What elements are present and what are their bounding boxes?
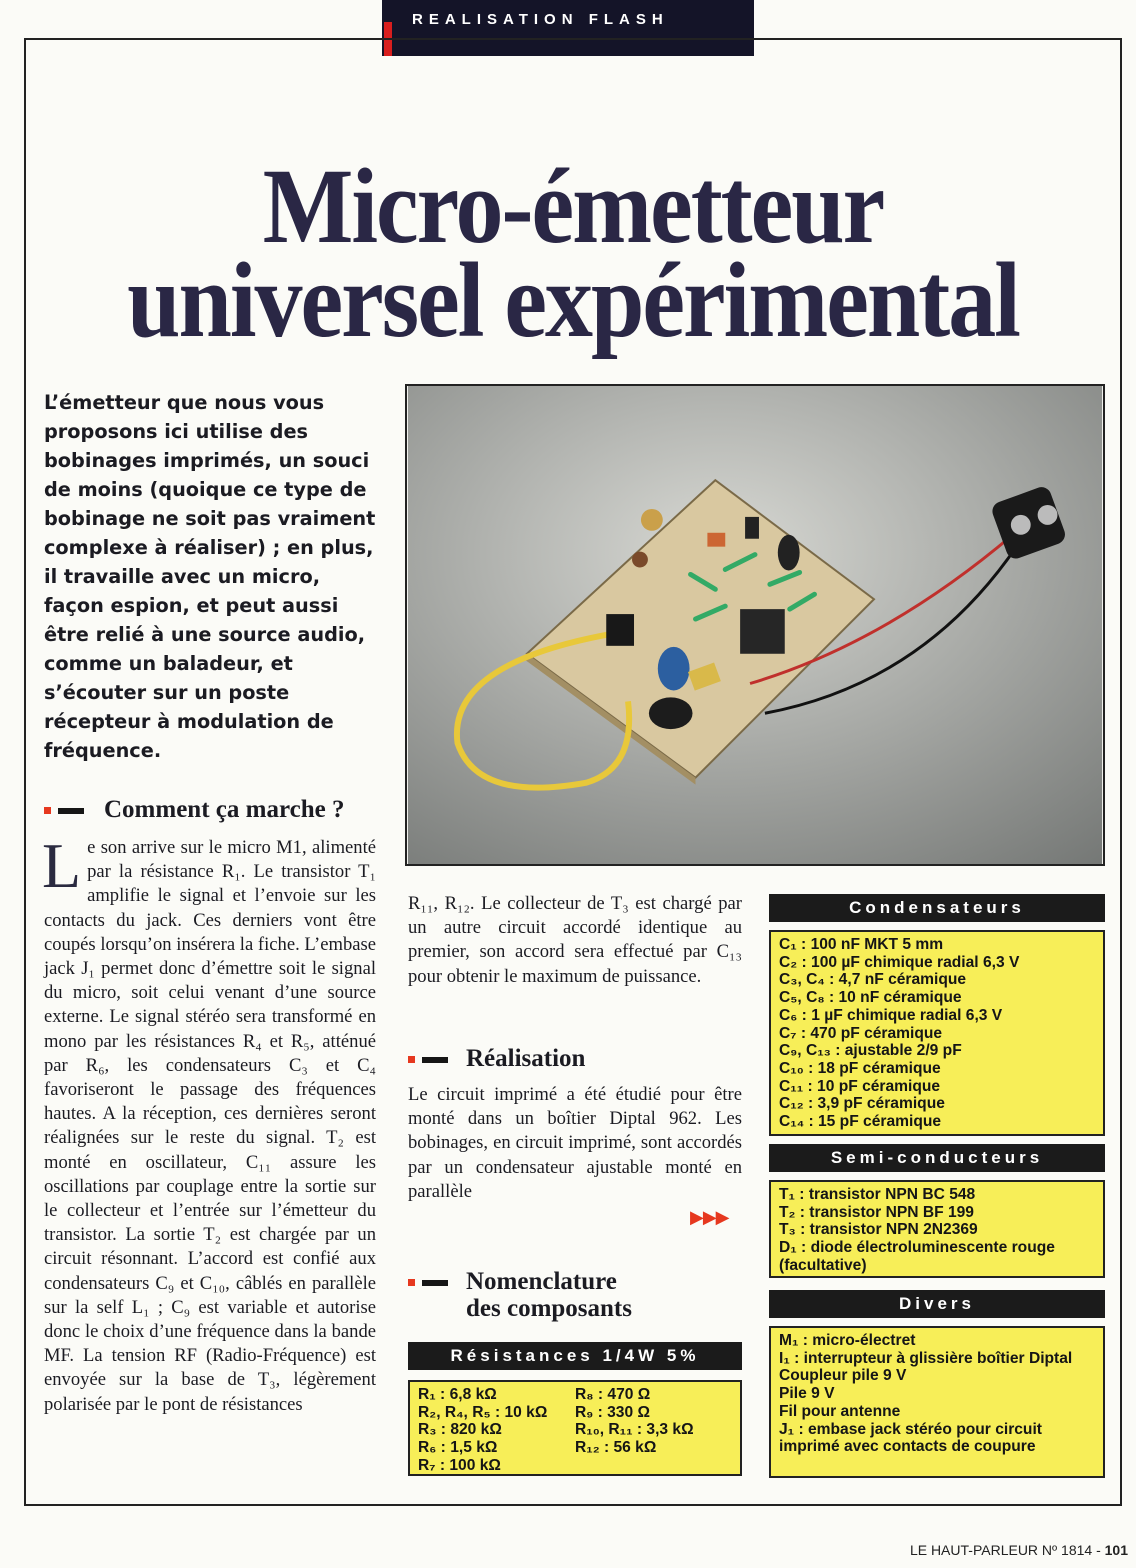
page-footer xyxy=(910,1542,1128,1558)
divers-list xyxy=(769,1326,1105,1478)
resistance-item: R₉ : 330 Ω xyxy=(575,1403,650,1421)
condensateur-item: C₂ : 100 µF chimique radial 6,3 V xyxy=(779,953,1020,971)
heading-comment-ca-marche: Comment ça marche ? xyxy=(44,796,384,823)
resistance-item: R₂, R₄, R₅ : 10 kΩ xyxy=(418,1403,548,1421)
condensateur-item: C₁₄ : 15 pF céramique xyxy=(779,1113,942,1131)
condensateurs-list xyxy=(769,930,1105,1136)
body-paragraph-realisation: Le circuit imprimé a été étudié pour être monté dans un boîtier Diptal 962. Les bobinages, en circuit imprimé, sont accordés par un condensateur ajustable monté en parallèle xyxy=(408,1084,742,1202)
magazine-issue: LE HAUT-PARLEUR Nº 1814 - xyxy=(909,1542,1101,1558)
intro-paragraph: L’émetteur que nous vous proposons ici utilise des bobinages imprimés, un souci de moins (quoique ce type de bobinage ne soit pas vraiment complexe à réaliser) ; en plus, il travaille avec un micro, façon espion, et peut aussi être relié à une source audio, comme un baladeur, et s’écouter sur un poste récepteur à modulation de fréquence. xyxy=(44,391,376,762)
condensateur-item: C₆ : 1 µF chimique radial 6,3 V xyxy=(779,1006,1003,1024)
resistance-item: R₁ : 6,8 kΩ xyxy=(418,1386,497,1403)
body-column-2 xyxy=(408,892,742,989)
divers-item: Pile 9 V xyxy=(779,1385,835,1403)
resistances-header: Résistances 1/4W 5% xyxy=(408,1342,742,1370)
semiconducteurs-list xyxy=(769,1180,1105,1278)
semiconducteur-item: T₁ : transistor NPN BC 548 xyxy=(779,1186,976,1203)
resistance-item: R₆ : 1,5 kΩ xyxy=(418,1439,498,1457)
semiconducteur-item: T₃ : transistor NPN 2N2369 xyxy=(779,1221,978,1239)
resistance-item: R₁₀, R₁₁ : 3,3 kΩ xyxy=(575,1421,694,1439)
continue-arrows: ▶▶▶ xyxy=(690,1207,729,1228)
resistances-list xyxy=(408,1380,742,1476)
semiconducteurs-header: Semi-conducteurs xyxy=(769,1144,1105,1172)
divers-header: Divers xyxy=(769,1290,1105,1318)
resistances-col-2 xyxy=(575,1386,732,1475)
semiconducteur-item: D₁ : diode électroluminescente rouge (facultative) xyxy=(779,1239,1055,1274)
divers-item: Coupleur pile 9 V xyxy=(779,1367,907,1385)
divers-item: M₁ : micro-électret xyxy=(779,1332,916,1349)
resistance-item: R₃ : 820 kΩ xyxy=(418,1421,502,1439)
condensateur-item: C₅, C₈ : 10 nF céramique xyxy=(779,989,962,1007)
section-label: REALISATION FLASH xyxy=(412,11,669,28)
circuit-photo-image xyxy=(407,386,1103,864)
semiconducteur-item: T₂ : transistor NPN BF 199 xyxy=(779,1203,974,1221)
heading-nomenclature: Nomenclature des composants xyxy=(408,1268,742,1322)
condensateur-item: C₁ : 100 nF MKT 5 mm xyxy=(779,936,944,953)
condensateur-item: C₃, C₄ : 4,7 nF céramique xyxy=(779,971,967,989)
resistance-item: R₁₂ : 56 kΩ xyxy=(575,1439,657,1457)
drop-cap: L xyxy=(42,830,82,901)
article-title-line2: universel expérimental xyxy=(127,239,1019,360)
divers-item: I₁ : interrupteur à glissière boîtier Diptal xyxy=(779,1349,1073,1367)
resistance-item: R₈ : 470 Ω xyxy=(575,1386,651,1403)
body-column-1 xyxy=(42,830,376,1486)
body-paragraph-1-continued: R₁₁, R₁₂. Le collecteur de T₃ est chargé par un autre circuit accordé identique au premier, son accord sera effectué par C₁₃ pour obtenir le maximum de puissance. xyxy=(408,893,742,987)
divers-item: J₁ : embase jack stéréo pour circuit imprimé avec contacts de coupure xyxy=(779,1420,1042,1456)
divers-item: Fil pour antenne xyxy=(779,1402,901,1420)
article-title-line1: Micro-émetteur xyxy=(262,145,884,266)
page-number: 101 xyxy=(1104,1542,1128,1558)
condensateur-item: C₁₀ : 18 pF céramique xyxy=(779,1059,941,1077)
condensateur-item: C₁₁ : 10 pF céramique xyxy=(779,1077,941,1095)
condensateurs-header: Condensateurs xyxy=(769,894,1105,922)
circuit-photo xyxy=(405,384,1105,866)
condensateur-item: C₁₂ : 3,9 pF céramique xyxy=(779,1095,945,1113)
resistance-item: R₇ : 100 kΩ xyxy=(418,1456,501,1474)
condensateur-item: C₉, C₁₃ : ajustable 2/9 pF xyxy=(779,1042,962,1060)
heading-realisation: Réalisation xyxy=(408,1045,742,1072)
condensateur-item: C₇ : 470 pF céramique xyxy=(779,1024,943,1042)
resistances-col-1 xyxy=(418,1386,575,1475)
body-paragraph-1: e son arrive sur le micro M1, alimenté par la résistance R₁. Le transistor T₁ amplifie le signal et l’envoie sur les contacts du jack. Ces derniers vont être coupés lorsqu’on insérera la fiche. L’embase jack J₁ permet donc d’émettre soit le signal du micro, soit celui venant d’une source externe. Le signal stéréo sera transformé en mono par les résistances R₄ et R₅, atténué par R₆, les condensateurs C₃ et C₄ favoriseront le passage des fréquences hautes. A la réception, ces dernières seront réalignées sur le reste du signal. T₂ est monté en oscillateur, C₁₁ assure les oscillations par couplage entre la sortie sur le collecteur et l’entrée sur l’émetteur du transistor. La sortie T₂ est chargée par un circuit résonnant. L’accord est confié aux condensateurs C₉ et C₁₀, câblés en parallèle sur la self L₁ ; C₉ est variable et autorise donc le choix d’une fréquence dans la bande MF. La tension RF (Radio-Fréquence) est envoyée sur la base de T₃, légèrement polarisée par le pont de résistances xyxy=(44,837,376,1415)
